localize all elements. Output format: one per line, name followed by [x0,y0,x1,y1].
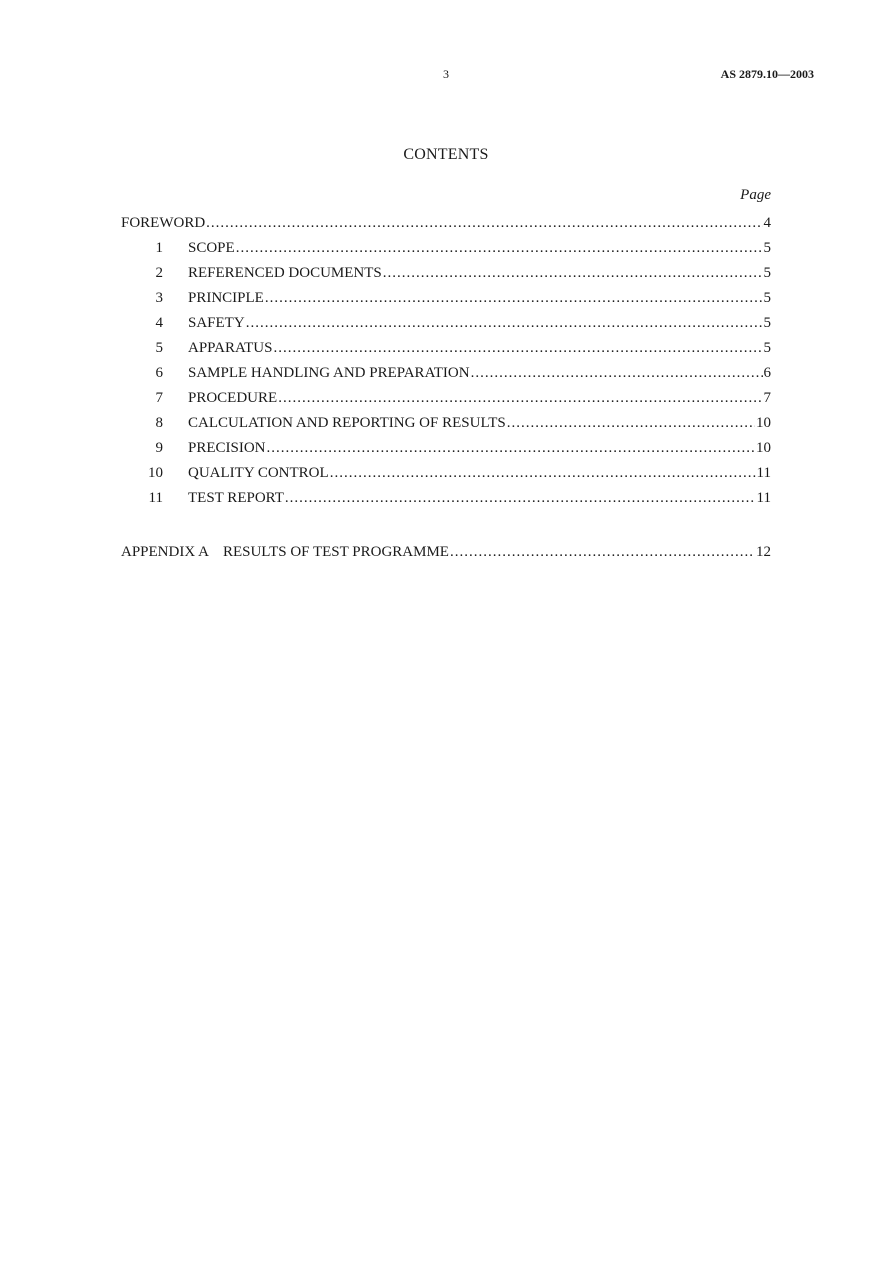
toc-entry-precision[interactable] [121,436,771,461]
toc-leader-dots [507,411,755,436]
toc-entry-procedure[interactable] [121,386,771,411]
toc-leader-dots [267,436,755,461]
toc-entry-number: 5 [155,340,163,356]
toc-entry-number: 8 [155,415,163,431]
toc-entry-number: 10 [148,465,163,481]
toc-entry-number: 4 [155,315,163,331]
toc-entry-page: 5 [763,290,771,306]
toc-entry-label: RESULTS OF TEST PROGRAMME [222,544,449,560]
toc-entry-appendix-a[interactable] [121,540,771,565]
toc-entry-label: PROCEDURE [188,390,278,406]
toc-appendix-prefix: APPENDIX A [121,544,209,560]
toc-entry-label: QUALITY CONTROL [188,465,329,481]
toc-entry-referenced-documents[interactable] [121,261,771,286]
toc-leader-dots [285,486,756,511]
page-column-label: Page [740,187,771,203]
toc-entry-label: REFERENCED DOCUMENTS [188,265,382,281]
toc-entry-number: 3 [155,290,163,306]
toc-entry-label: APPARATUS [188,340,273,356]
toc-entry-page: 11 [756,490,771,506]
toc-entry-label: SAMPLE HANDLING AND PREPARATION [188,365,470,381]
toc-entry-page: 12 [756,544,771,560]
toc-entry-apparatus[interactable] [121,336,771,361]
toc-entry-page: 4 [763,215,771,231]
toc-entry-number: 7 [155,390,163,406]
toc-leader-dots [471,361,763,386]
toc-entry-number: 9 [155,440,163,456]
toc-leader-dots [278,386,762,411]
table-of-contents [121,211,771,565]
toc-entry-label: TEST REPORT [188,490,284,506]
toc-entry-number: 1 [155,240,163,256]
toc-entry-number: 2 [155,265,163,281]
toc-leader-dots [383,261,763,286]
toc-entry-page: 11 [756,465,771,481]
toc-entry-sample-handling[interactable] [121,361,771,386]
toc-leader-dots [206,211,762,236]
toc-entry-safety[interactable] [121,311,771,336]
toc-entry-label: CALCULATION AND REPORTING OF RESULTS [188,415,506,431]
toc-entry-number: 11 [148,490,163,506]
toc-entry-page: 10 [756,415,771,431]
toc-entry-label: PRECISION [188,440,266,456]
toc-entry-page: 5 [763,315,771,331]
toc-entry-label: SCOPE [188,240,235,256]
toc-entry-principle[interactable] [121,286,771,311]
toc-entry-page: 5 [763,265,771,281]
page-number: 3 [443,67,449,81]
toc-entry-calculation[interactable] [121,411,771,436]
toc-entry-page: 7 [763,390,771,406]
toc-leader-dots [330,461,756,486]
toc-entry-page: 5 [763,240,771,256]
contents-title: CONTENTS [403,146,489,163]
toc-entry-page: 5 [763,340,771,356]
toc-leader-dots [450,540,755,565]
toc-entry-scope[interactable] [121,236,771,261]
toc-leader-dots [265,286,763,311]
document-code: AS 2879.10—2003 [720,67,814,81]
toc-entry-label: FOREWORD [121,215,206,231]
toc-entry-number: 6 [155,365,163,381]
toc-entry-label: PRINCIPLE [188,290,264,306]
toc-entry-quality-control[interactable] [121,461,771,486]
toc-entry-test-report[interactable] [121,486,771,511]
toc-entry-label: SAFETY [188,315,245,331]
toc-leader-dots [236,236,763,261]
toc-leader-dots [274,336,763,361]
toc-entry-foreword[interactable] [121,211,771,236]
toc-entry-page: 6 [763,365,771,381]
toc-entry-page: 10 [756,440,771,456]
toc-leader-dots [246,311,763,336]
